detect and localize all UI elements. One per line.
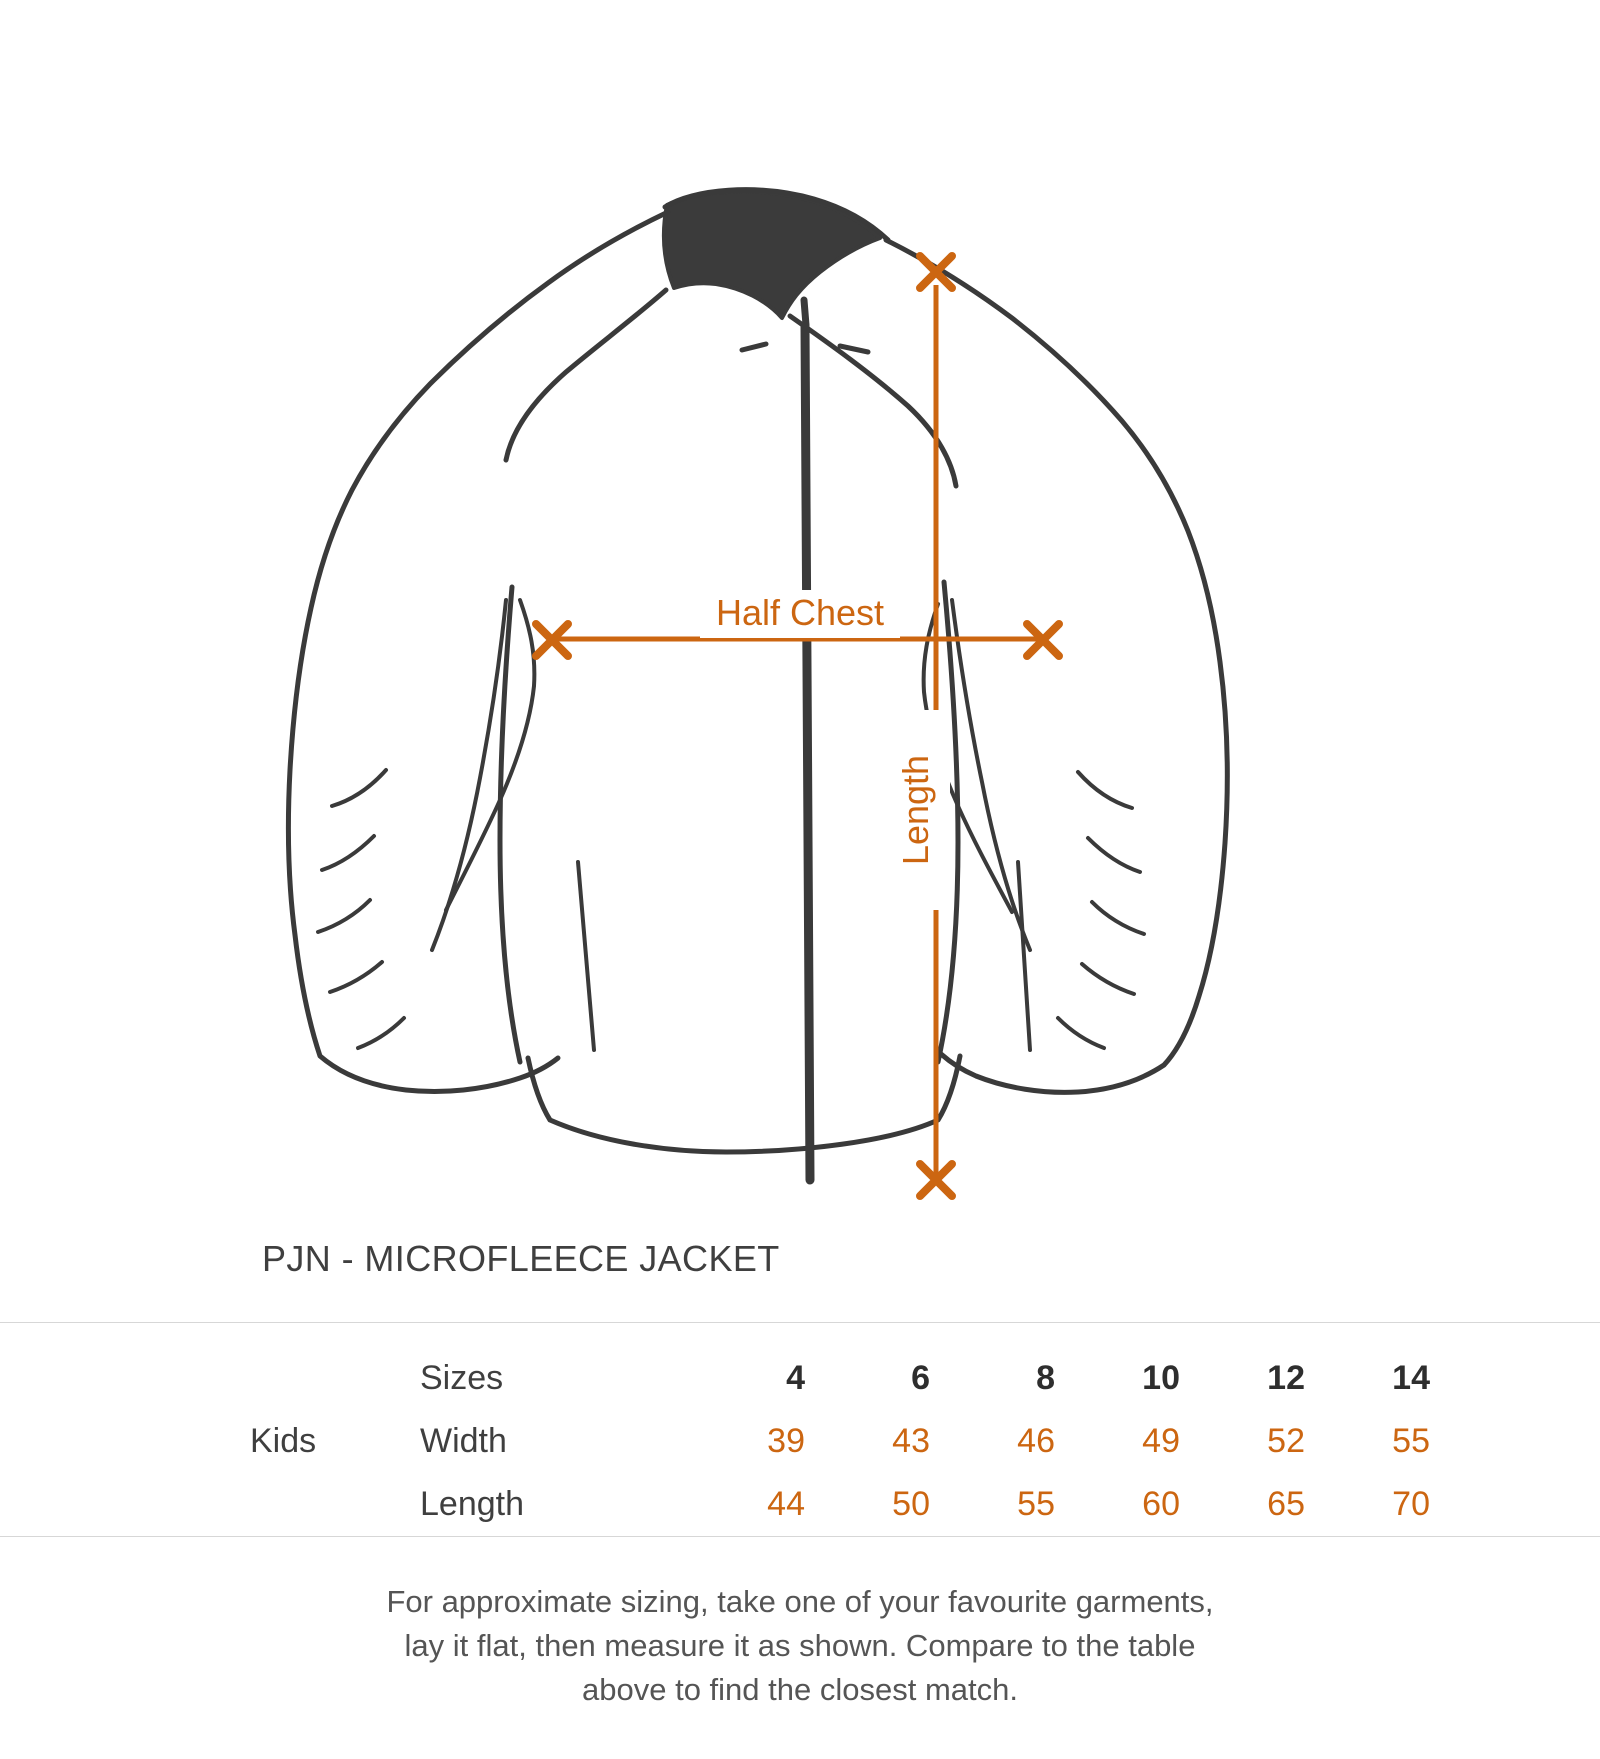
sizing-instructions: [0, 1580, 1600, 1712]
cell-size: 12: [1267, 1359, 1305, 1397]
cell-width: 49: [1142, 1422, 1180, 1460]
body-outline-left: [288, 212, 668, 1092]
sleeve-fold-left-c: [318, 900, 370, 932]
cell-length: 50: [892, 1485, 930, 1523]
instruction-line-3: above to find the closest match.: [582, 1672, 1018, 1707]
length-label: Length: [895, 754, 936, 866]
sleeve-fold-left-e: [358, 1018, 404, 1048]
table-row: [250, 1410, 1430, 1473]
sleeve-fold-left-d: [330, 962, 382, 992]
product-title: PJN - MICROFLEECE JACKET: [262, 1238, 780, 1279]
sleeve-fold-right-b: [1088, 838, 1140, 872]
sleeve-fold-right-a: [1078, 772, 1132, 808]
row-label-width: Width: [420, 1422, 507, 1460]
jacket-illustration: [288, 190, 1227, 1180]
cell-width: 43: [892, 1422, 930, 1460]
sleeve-crease-left: [432, 600, 506, 950]
instruction-line-2: lay it flat, then measure it as shown. Compare to the table: [404, 1628, 1196, 1663]
body-hem-left: [528, 1058, 726, 1152]
size-table-body: [250, 1347, 1430, 1536]
cross-marker-icon: [536, 256, 1059, 1196]
zip-collar-top: [804, 300, 806, 325]
size-table-container: [0, 1322, 1600, 1537]
sleeve-fold-left-b: [322, 836, 374, 870]
cell-length: 65: [1267, 1485, 1305, 1523]
cell-width: 55: [1392, 1422, 1430, 1460]
body-hem-right: [726, 1056, 960, 1152]
cell-length: 44: [767, 1485, 805, 1523]
pocket-welt-right: [1018, 862, 1030, 1050]
cell-size: 4: [786, 1359, 805, 1397]
cell-length: 55: [1017, 1485, 1055, 1523]
half-chest-label: Half Chest: [715, 592, 885, 633]
pocket-welt-left: [578, 862, 594, 1050]
measurement-overlay: [536, 256, 1059, 1196]
size-table: [250, 1347, 1430, 1536]
instruction-line-1: For approximate sizing, take one of your favourite garments,: [386, 1584, 1214, 1619]
sleeve-fold-left-a: [332, 770, 386, 806]
group-label: Kids: [250, 1422, 317, 1460]
cell-width: 52: [1267, 1422, 1305, 1460]
raglan-seam-right: [790, 316, 956, 486]
cell-length: 60: [1142, 1485, 1180, 1523]
sleeve-fold-right-e: [1058, 1018, 1104, 1048]
table-row: [250, 1347, 1430, 1410]
cell-length: 70: [1392, 1485, 1430, 1523]
cell-size: 8: [1036, 1359, 1055, 1397]
cell-size: 14: [1392, 1359, 1430, 1397]
cell-width: 46: [1017, 1422, 1055, 1460]
cell-size: 6: [911, 1359, 930, 1397]
cell-width: 39: [767, 1422, 805, 1460]
sleeve-fold-right-c: [1092, 902, 1144, 934]
table-row: [250, 1473, 1430, 1536]
zip-placket: [805, 325, 810, 1180]
row-label-sizes: Sizes: [420, 1359, 504, 1397]
raglan-seam-left: [506, 290, 666, 460]
front-panel-left: [500, 587, 520, 1062]
sleeve-fold-right-d: [1082, 964, 1134, 994]
cell-size: 10: [1142, 1359, 1180, 1397]
row-label-length: Length: [420, 1485, 524, 1523]
